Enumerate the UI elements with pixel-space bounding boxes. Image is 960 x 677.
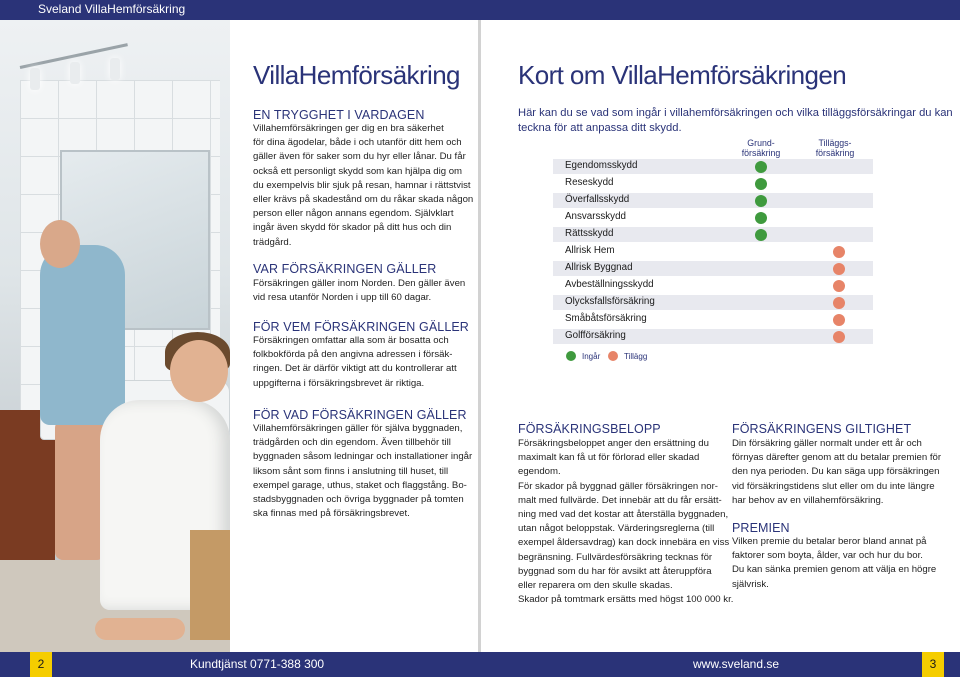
text-line: Här kan du se vad som ingår i villahemförsäkringen och vilka tilläggsförsäkringar du kan	[518, 107, 953, 119]
text-line: Försäkringen gäller inom Norden. Den gäller även	[253, 278, 466, 289]
text-line: gäller även för saker som du hyr eller lånar. Du får	[253, 151, 466, 163]
legend-addon-label: Tillägg	[624, 352, 648, 361]
text-line: folkbokförda på den angivna adressen i försäk-	[253, 349, 453, 361]
coverage-row	[553, 226, 873, 243]
website-link[interactable]: www.sveland.se	[693, 657, 780, 671]
text-line: ingår även skydd för skador på ditt hus och din	[253, 222, 452, 234]
section-heading: FÖR VEM FÖRSÄKRINGEN GÄLLER	[253, 320, 469, 334]
bathroom-photo	[0, 20, 230, 652]
text-line: person eller någon annans egendom. Självklart	[253, 208, 454, 220]
text-line: har behov av en villahemförsäkring.	[732, 494, 884, 506]
coverage-label: Allrisk Byggnad	[565, 262, 633, 273]
included-marker	[755, 178, 767, 190]
text-line: Du kan sänka premien genom att välja en högre	[732, 564, 937, 576]
text-line: exempel åldersavdrag) kan dock innebära en viss	[518, 537, 730, 549]
coverage-label: Golfförsäkring	[565, 330, 626, 341]
legend-included-label: Ingår	[582, 352, 601, 361]
section-body	[253, 422, 473, 521]
customer-service-phone[interactable]: Kundtjänst 0771-388 300	[190, 657, 325, 671]
text-line: ska finnas med på försäkringsbrevet.	[253, 508, 410, 520]
text-line: teckna för att anpassa ditt skydd.	[518, 122, 682, 134]
text-line: faktorer som boyta, ålder, var och hur du bor.	[732, 550, 923, 562]
text-line: ning med vad det kostar att återställa byggnaden,	[518, 509, 729, 521]
column-heading-grund: Grund- försäkring	[741, 138, 781, 158]
page-number-left: 2	[30, 652, 52, 677]
included-marker	[755, 229, 767, 241]
coverage-row	[553, 243, 873, 260]
legend-addon-marker	[608, 351, 618, 361]
section-body	[253, 277, 468, 305]
coverage-row	[553, 277, 873, 294]
text-line: du exempelvis blir sjuk på resan, hamnar i rättstvist	[253, 179, 471, 191]
coverage-row	[553, 260, 873, 277]
text-line: exempel garage, uthus, staket och flaggstång. Bo-	[253, 479, 467, 491]
text-line: maximalt kan få ut för förlorad eller skadad	[518, 452, 700, 464]
text-line: utan något beloppstak. Värderingsreglerna (till	[518, 523, 715, 535]
coverage-label: Egendomsskydd	[565, 160, 638, 171]
addon-marker	[833, 246, 845, 258]
addon-marker	[833, 331, 845, 343]
text-line: begränsning. Fullvärdesförsäkring tecknas för	[518, 551, 713, 563]
coverage-intro	[518, 106, 953, 136]
coverage-row	[553, 328, 873, 345]
text-line: trädgården och din egendom. Även tillbehör till	[253, 437, 451, 449]
section-heading: VAR FÖRSÄKRINGEN GÄLLER	[253, 262, 437, 276]
legend-included-marker	[566, 351, 576, 361]
section-body	[518, 437, 734, 607]
addon-marker	[833, 314, 845, 326]
text-line: byggnad som du har för avsikt att återuppföra	[518, 565, 712, 577]
coverage-label: Allrisk Hem	[565, 245, 615, 256]
text-line: malt med fullvärde. Det innebär att du får ersätt-	[518, 494, 722, 506]
included-marker	[755, 161, 767, 173]
text-line: Försäkringen omfattar alla som är bosatta och	[253, 335, 449, 346]
coverage-row	[553, 209, 873, 226]
text-line: förnyas därefter genom att du betalar premien för	[732, 452, 942, 464]
text-line: Skador på tomtmark ersätts med högst 100 000 kr.	[518, 594, 734, 606]
coverage-label: Avbeställningsskydd	[565, 279, 654, 290]
section-heading: PREMIEN	[732, 521, 790, 535]
coverage-table	[553, 158, 873, 345]
coverage-label: Överfallsskydd	[565, 194, 630, 205]
section-body	[253, 334, 468, 391]
text-line: Vilken premie du betalar beror bland annat på	[732, 536, 927, 547]
included-marker	[755, 212, 767, 224]
text-line: självrisk.	[732, 578, 769, 590]
text-line: Villahemförsäkringen ger dig en bra säkerhet	[253, 123, 444, 134]
text-line: eller krävs på skadestånd om du råkar skada någon	[253, 194, 474, 206]
text-line: vid försäkringstidens slut eller om du inte längre	[732, 480, 935, 492]
coverage-row	[553, 311, 873, 328]
text-line: för dina ägodelar, både i och utanför ditt hem och	[253, 137, 462, 149]
text-line: den nya perioden. Du kan säga upp försäkringen	[732, 466, 940, 478]
coverage-row	[553, 294, 873, 311]
coverage-row	[553, 175, 873, 192]
text-line: eller reparera om den skulle skadas.	[518, 580, 673, 592]
coverage-label: Ansvarsskydd	[565, 211, 626, 222]
text-line: också ett personligt skydd som kan hjälpa dig om	[253, 165, 463, 177]
column-heading-tillagg: Tilläggs- försäkring	[815, 138, 855, 158]
coverage-label: Reseskydd	[565, 177, 614, 188]
text-line: Försäkringsbeloppet anger den ersättning du	[518, 438, 709, 449]
text-line: uppgifterna i försäkringsbrevet är riktiga.	[253, 377, 425, 389]
section-body	[732, 535, 942, 592]
document-title: Sveland VillaHemförsäkring	[38, 2, 186, 16]
text-line: För skador på byggnad gäller försäkringen nor-	[518, 480, 718, 492]
right-page-title: Kort om VillaHemförsäkringen	[518, 60, 847, 90]
coverage-label: Rättsskydd	[565, 228, 614, 239]
text-line: egendom.	[518, 466, 561, 478]
text-line: vid resa utanför Norden i upp till 60 dagar.	[253, 292, 432, 304]
text-line: byggnaden såsom ledningar och installationer ingår	[253, 451, 473, 463]
text-line: trädgård.	[253, 236, 292, 248]
coverage-label: Småbåtsförsäkring	[565, 313, 647, 324]
page-number-right: 3	[922, 652, 944, 677]
left-page-title: VillaHemförsäkring	[253, 60, 460, 90]
coverage-label: Olycksfallsförsäkring	[565, 296, 655, 307]
section-body	[253, 122, 474, 250]
page-fold	[478, 20, 481, 652]
coverage-row	[553, 192, 873, 209]
text-line: ringen. Det är därför viktigt att du kontrollerar att	[253, 363, 457, 375]
section-heading: FÖR VAD FÖRSÄKRINGEN GÄLLER	[253, 408, 467, 422]
section-heading: EN TRYGGHET I VARDAGEN	[253, 108, 425, 122]
text-line: liksom sånt som finns i anslutning till huset, till	[253, 465, 449, 477]
section-heading: FÖRSÄKRINGSBELOPP	[518, 422, 661, 436]
text-line: Villahemförsäkringen gäller för själva byggnaden,	[253, 423, 463, 434]
section-heading: FÖRSÄKRINGENS GILTIGHET	[732, 422, 912, 436]
text-line: Din försäkring gäller normalt under ett år och	[732, 438, 922, 449]
addon-marker	[833, 297, 845, 309]
footer-bar	[0, 652, 960, 677]
text-line: stadsbyggnaden och övriga byggnader på tomten	[253, 494, 464, 506]
included-marker	[755, 195, 767, 207]
coverage-row	[553, 158, 873, 175]
header-bar	[0, 0, 960, 20]
section-body	[732, 437, 942, 508]
addon-marker	[833, 280, 845, 292]
addon-marker	[833, 263, 845, 275]
